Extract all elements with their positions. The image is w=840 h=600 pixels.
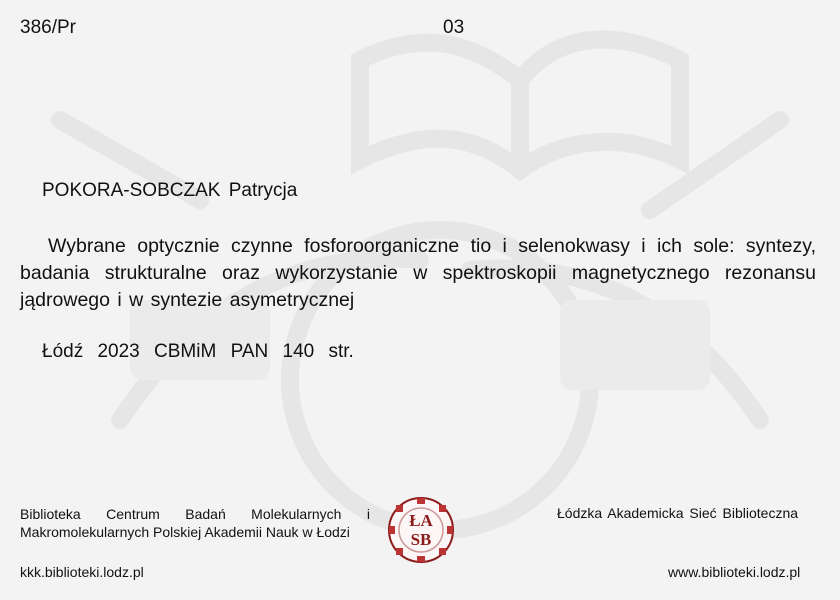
call-number: 386/Pr [20, 17, 76, 38]
record-code: 03 [443, 17, 465, 38]
logo-text-bottom: SB [410, 530, 432, 549]
imprint-line: Łódź 2023 CBMiM PAN 140 str. [42, 341, 354, 362]
library-name: Biblioteka Centrum Badań Molekularnych i Makromolekularnych Polskiej Akademii Nauk w Łodzi [20, 506, 370, 540]
network-url: www.biblioteki.lodz.pl [668, 564, 801, 580]
thesis-title-block [20, 233, 816, 314]
library-url: kkk.biblioteki.lodz.pl [20, 564, 144, 580]
logo-text-top: ŁA [409, 511, 433, 530]
lasb-logo [386, 495, 456, 565]
thesis-title: Wybrane optycznie czynne fosforoorganiczne tio i selenokwasy i ich sole: syntezy, badania strukturalne oraz wykorzystanie w spektroskopii magnetycznego rezonansu jądrowego i w syntezie asymetrycznej [20, 235, 816, 311]
network-name: Łódzka Akademicka Sieć Biblioteczna [557, 505, 799, 521]
author-name: POKORA-SOBCZAK Patrycja [42, 180, 298, 201]
